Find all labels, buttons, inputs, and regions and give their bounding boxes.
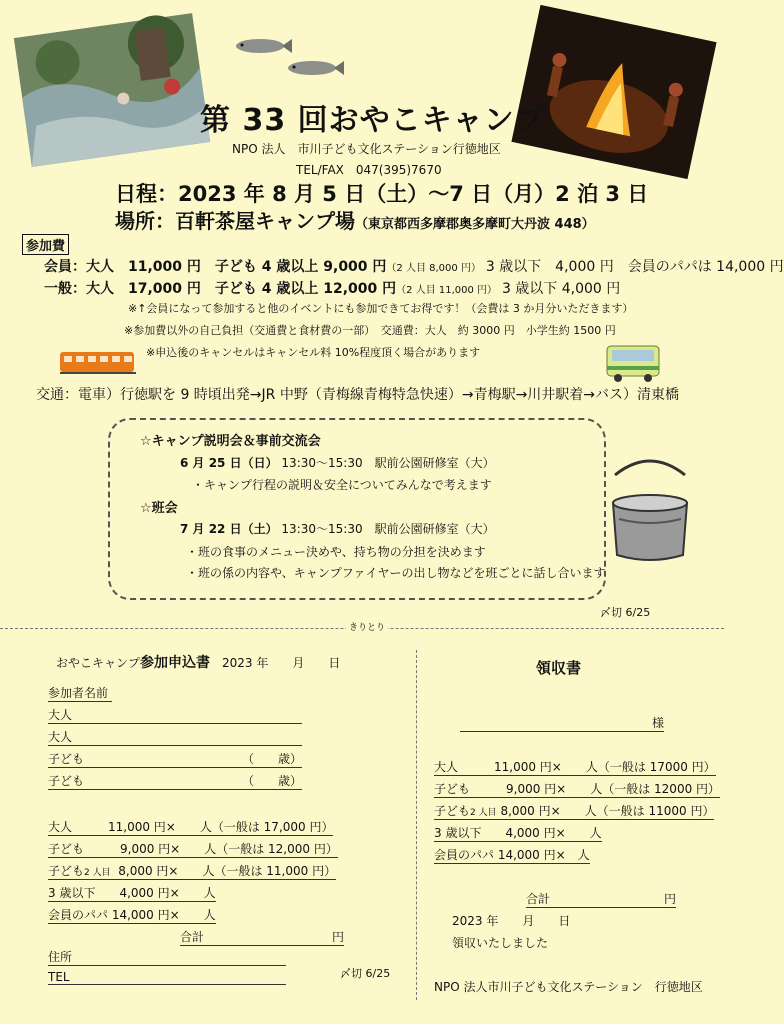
- fish-icon: [232, 36, 292, 56]
- second-child-label: 2 人目: [84, 868, 111, 878]
- receipt-row-under3[interactable]: 3 歳以下 4,000 円× 人: [434, 826, 602, 840]
- receipt-received: 領収いたしました: [452, 936, 549, 950]
- address-label: 住所: [48, 950, 73, 964]
- age-label: （ 歳）: [241, 774, 302, 788]
- general-fee-second: （2 人目 11,000 円）: [396, 285, 498, 296]
- note-membership: ※↑会員になって参加すると他のイベントにも参加できてお得です！（会費は 3 か月分いただきます）: [128, 302, 634, 315]
- deadline: 〆切 6/25: [600, 606, 651, 619]
- fee-row-child-second[interactable]: [48, 862, 336, 880]
- yen-label: 円: [663, 892, 676, 906]
- river-photo: [14, 13, 210, 167]
- address-field[interactable]: [48, 948, 286, 966]
- fee-row-papa[interactable]: 会員のパパ 14,000 円× 人: [48, 908, 216, 922]
- meeting2-heading: ☆班会: [140, 501, 178, 516]
- child-name-field-1[interactable]: [48, 750, 302, 768]
- member-fee-rest: 3 歳以下 4,000 円 会員のパパは 14,000 円: [485, 259, 784, 275]
- child-label: 子ども: [48, 774, 85, 788]
- general-fee-main: 一般：大人 17,000 円 子ども 4 歳以上 12,000 円: [44, 281, 397, 297]
- place-name: 場所：百軒茶屋キャンプ場: [115, 209, 355, 233]
- second-child-label: 2 人目: [470, 808, 497, 818]
- meeting1-date: 6 月 25 日（日）: [180, 456, 278, 470]
- fee-row-under3[interactable]: 3 歳以下 4,000 円× 人: [48, 886, 216, 900]
- organizer: NPO 法人 市川子ども文化ステーション行徳地区: [232, 142, 501, 156]
- bus-icon: [605, 344, 661, 384]
- receipt-date: 2023 年 月 日: [452, 914, 571, 928]
- form-title-main: 参加申込書: [140, 655, 211, 671]
- meeting1-desc: ・キャンプ行程の説明＆安全についてみんなで考えます: [192, 478, 492, 492]
- sama-label: 様: [651, 716, 664, 730]
- meeting1-heading: ☆キャンプ説明会＆事前交流会: [140, 434, 321, 449]
- meeting2-date: 7 月 22 日（土）: [180, 522, 278, 536]
- receipt-row-adult[interactable]: 大人 11,000 円× 人（一般は 17000 円）: [434, 760, 716, 774]
- train-icon: [60, 350, 136, 376]
- place: [115, 205, 595, 234]
- yen-label: 円: [331, 930, 344, 944]
- member-fee-main: 会員：大人 11,000 円 子ども 4 歳以上 9,000 円: [44, 259, 387, 275]
- meeting2-desc2: ・班の係の内容や、キャンプファイヤーの出し物などを班ごとに話し合います: [186, 566, 606, 580]
- transport: 交通：電車）行徳駅を 9 時頃出発→JR 中野（青梅線青梅特急快速）→青梅駅→川井駅着→バス）清東橋: [36, 387, 680, 403]
- adult-label: 大人: [48, 730, 73, 744]
- receipt-total[interactable]: [526, 890, 676, 908]
- tel-field[interactable]: [48, 970, 286, 985]
- campfire-photo: [511, 5, 716, 179]
- pot-icon: [605, 455, 695, 565]
- meeting2-desc1: ・班の食事のメニュー決めや、持ち物の分担を決めます: [186, 545, 486, 559]
- fee-row-child[interactable]: 子ども 9,000 円× 人（一般は 12,000 円）: [48, 842, 338, 856]
- child-name-field-2[interactable]: [48, 772, 302, 790]
- meeting2-when: [180, 520, 495, 537]
- adult-name-field-2[interactable]: [48, 728, 302, 746]
- form-title-pre: おやこキャンプ: [56, 656, 141, 670]
- meeting2-time: 13:30〜15:30 駅前公園研修室（大）: [281, 522, 495, 536]
- meeting1-when: [180, 454, 495, 471]
- form-deadline: 〆切 6/25: [340, 967, 391, 980]
- form-total[interactable]: [180, 928, 344, 946]
- fee-row-label: 子ども: [48, 864, 85, 878]
- tel-label: TEL: [48, 970, 70, 984]
- member-fee: [44, 256, 784, 276]
- total-label: 合計: [526, 892, 551, 906]
- form-title: [56, 652, 340, 672]
- receipt-row-child-second[interactable]: [434, 802, 714, 820]
- member-fee-second: （2 人目 8,000 円）: [386, 263, 481, 274]
- tel-fax: TEL/FAX 047(395)7670: [296, 163, 442, 177]
- form-date: 2023 年 月 日: [222, 656, 341, 670]
- note-expenses: ※参加費以外の自己負担（交通費と食材費の一部） 交通費：大人 約 3000 円 小学生約 1500 円: [124, 324, 616, 337]
- receipt-name-field[interactable]: [460, 714, 664, 732]
- fee-row-adult[interactable]: 大人 11,000 円× 人（一般は 17,000 円）: [48, 820, 334, 834]
- general-fee: [44, 278, 620, 298]
- schedule: 日程：2023 年 8 月 5 日（土）〜7 日（月）2 泊 3 日: [115, 182, 649, 206]
- fee-row-amount: 8,000 円× 人（一般は 11,000 円）: [118, 864, 337, 878]
- receipt-row-amount: 8,000 円× 人（一般は 11000 円）: [500, 804, 715, 818]
- divider: [416, 650, 417, 1000]
- names-label: 参加者名前: [48, 684, 112, 702]
- general-fee-rest: 3 歳以下 4,000 円: [501, 281, 621, 297]
- receipt-row-label: 子ども: [434, 804, 471, 818]
- receipt-title: 領収書: [536, 659, 582, 677]
- fee-heading: 参加費: [22, 234, 69, 255]
- adult-label: 大人: [48, 708, 73, 722]
- place-address: （東京都西多摩郡奥多摩町大丹波 448）: [355, 217, 595, 232]
- child-label: 子ども: [48, 752, 85, 766]
- receipt-org: NPO 法人市川子ども文化ステーション 行徳地区: [434, 980, 703, 994]
- fish-icon: [284, 58, 344, 78]
- age-label: （ 歳）: [241, 752, 302, 766]
- meeting1-time: 13:30〜15:30 駅前公園研修室（大）: [281, 456, 495, 470]
- page-title: 第 33 回おやこキャンプ: [200, 103, 546, 138]
- adult-name-field-1[interactable]: [48, 706, 302, 724]
- receipt-row-child[interactable]: 子ども 9,000 円× 人（一般は 12000 円）: [434, 782, 721, 796]
- note-cancel: ※申込後のキャンセルはキャンセル料 10%程度頂く場合があります: [146, 346, 481, 359]
- receipt-row-papa[interactable]: 会員のパパ 14,000 円× 人: [434, 848, 590, 862]
- cut-label: きりとり: [346, 620, 388, 633]
- total-label: 合計: [180, 930, 205, 944]
